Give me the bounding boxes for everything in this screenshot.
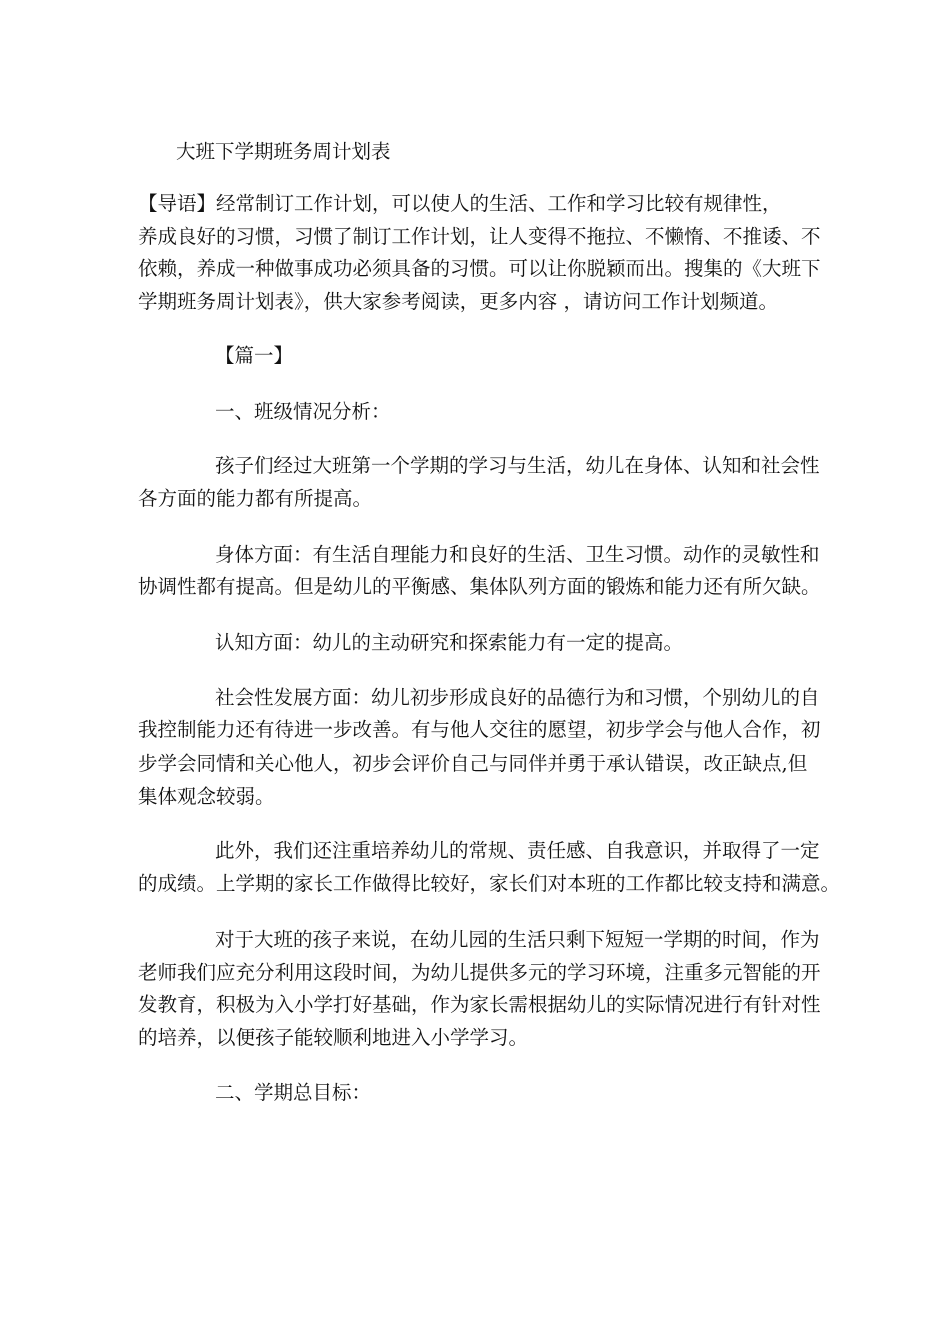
intro-line: 依赖，养成一种做事成功必须具备的习惯。可以让你脱颖而出。搜集的《大班下: [138, 257, 821, 280]
paragraph-line: 我控制能力还有待进一步改善。有与他人交往的愿望，初步学会与他人合作，初: [138, 718, 821, 741]
paragraph-line: 各方面的能力都有所提高。: [138, 487, 373, 510]
paragraph-line: 认知方面：幼儿的主动研究和探索能力有一定的提高。: [215, 631, 684, 654]
section-heading-2: 二、学期总目标：: [215, 1081, 372, 1104]
paragraph-line: 社会性发展方面：幼儿初步形成良好的品德行为和习惯，个别幼儿的自: [215, 686, 820, 709]
part-heading: 【篇一】: [215, 344, 294, 367]
paragraph-line: 老师我们应充分利用这段时间，为幼儿提供多元的学习环境，注重多元智能的开: [138, 961, 821, 984]
paragraph-line: 步学会同情和关心他人，初步会评价自己与同伴并勇于承认错误，改正缺点,但: [138, 752, 808, 775]
paragraph-line: 发教育，积极为入小学打好基础，作为家长需根据幼儿的实际情况进行有针对性: [138, 993, 821, 1016]
intro-line: 养成良好的习惯，习惯了制订工作计划，让人变得不拖拉、不懒惰、不推诿、不: [138, 225, 821, 248]
paragraph-line: 集体观念较弱。: [138, 785, 275, 808]
intro-line: 【导语】经常制订工作计划，可以使人的生活、工作和学习比较有规律性，: [138, 192, 782, 215]
paragraph-line: 身体方面：有生活自理能力和良好的生活、卫生习惯。动作的灵敏性和: [215, 543, 820, 566]
paragraph-line: 的培养，以便孩子能较顺利地进入小学学习。: [138, 1026, 529, 1049]
paragraph-line: 的成绩。上学期的家长工作做得比较好，家长们对本班的工作都比较支持和满意。: [138, 872, 841, 895]
paragraph-line: 对于大班的孩子来说，在幼儿园的生活只剩下短短一学期的时间，作为: [215, 928, 820, 951]
intro-line: 学期班务周计划表》，供大家参考阅读，更多内容 ，请访问工作计划频道。: [138, 290, 778, 313]
section-heading-1: 一、班级情况分析：: [215, 400, 391, 423]
document-title: 大班下学期班务周计划表: [176, 140, 391, 163]
paragraph-line: 协调性都有提高。但是幼儿的平衡感、集体队列方面的锻炼和能力还有所欠缺。: [138, 575, 821, 598]
paragraph-line: 孩子们经过大班第一个学期的学习与生活，幼儿在身体、认知和社会性: [215, 454, 820, 477]
paragraph-line: 此外，我们还注重培养幼儿的常规、责任感、自我意识，并取得了一定: [215, 839, 820, 862]
